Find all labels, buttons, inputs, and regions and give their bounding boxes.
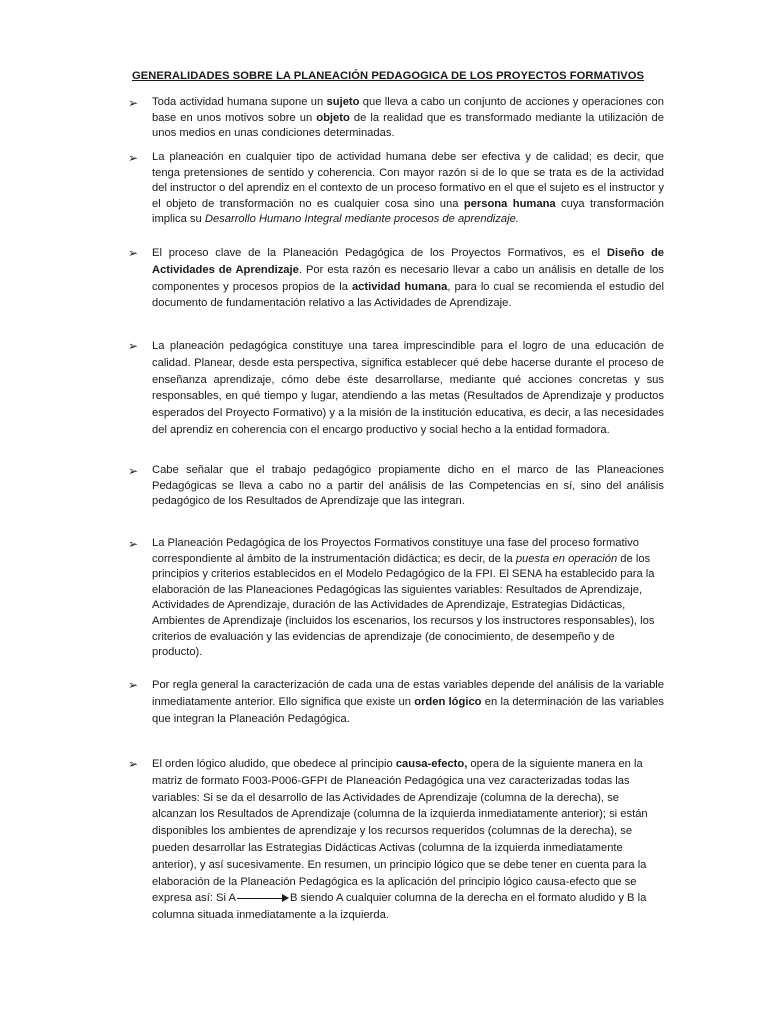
text-run: El orden lógico aludido, que obedece al principio (152, 758, 396, 770)
arrow-bullet-icon: ➢ (128, 464, 139, 478)
text-run: . Por esta razón es necesario llevar a cabo un análisis en detalle de los componentes y procesos propios de la (152, 263, 664, 293)
symbol-a: A (228, 892, 236, 905)
symbol-b: B (289, 892, 298, 905)
right-arrow-icon (237, 893, 289, 903)
text-run: siendo A cualquier columna de la derecha en el formato aludido y B la columna situada inmediatamente a la izquierda. (152, 892, 647, 922)
arrow-bullet-icon: ➢ (128, 96, 139, 110)
text-run: La planeación en cualquier tipo de actividad humana debe ser efectiva y de calidad; es decir, que tenga pretensiones de sentido y coherencia. Con mayor razón si de lo que se trata es de la actividad del instructor o del aprendiz en el contexto de un proceso formativo en el que el sujeto es el instructor y el objeto de transformación no es cualquier cosa sino una (152, 151, 664, 210)
italic-term-puesta-en-operacion: puesta en operación (515, 552, 618, 565)
paragraph-text (152, 245, 664, 312)
document-title: GENERALIDADES SOBRE LA PLANEACIÓN PEDAGOGICA DE LOS PROYECTOS FORMATIVOS (132, 70, 645, 82)
bold-term-persona-humana: persona humana (463, 197, 556, 210)
bullet-paragraph-5 (128, 463, 664, 510)
bullet-paragraph-1 (128, 95, 664, 142)
paragraph-text: La planeación pedagógica constituye una tarea imprescindible para el logro de una educación de calidad. Planear, desde esta perspectiva, significa establecer qué debe hacerse durante el proceso de enseñanza aprendizaje, cómo debe éste desarrollarse, mediante qué acciones concretas y sus responsables, en qué tiempo y lugar, atendiendo a las metas (Resultados de Aprendizaje y productos esperados del Proyecto Formativo) y a la misión de la institución educativa, es decir, a las necesidades del aprendiz en coherencia con el encargo productivo y social hecho a la entidad formadora. (152, 340, 664, 436)
text-run: La Planeación Pedagógica de los Proyectos Formativos constituye una fase del proceso formativo correspondiente al ámbito de la instrumentación didáctica; es decir, de la (152, 537, 639, 565)
bold-term-sujeto: sujeto (326, 96, 360, 108)
bullet-paragraph-2 (128, 150, 664, 228)
paragraph-text (152, 150, 664, 228)
paragraph-text: Cabe señalar que el trabajo pedagógico propiamente dicho en el marco de las Planeaciones Pedagógicas se lleva a cabo no a partir del análisis de las Competencias en sí, sino del análisis pedagógico de los Resultados de Aprendizaje que las integran. (152, 464, 664, 508)
text-run: opera de la siguiente manera en la matriz de formato F003-P006-GFPI de Planeación Pedagógica una vez caracterizadas todas las variables: Si se da el desarrollo de las Actividades de Aprendizaje (columna de la derecha), se alcanzan los Resultados de Aprendizaje (columna de la izquierda inmediatamente anterior); si están disponibles los ambientes de aprendizaje y los recursos requeridos (columnas de la derecha), se pueden desarrollar las Estrategias Didácticas Activas (columna de la izquierda inmediatamente anterior), y así sucesivamente. En resumen, un principio lógico que se debe tener en cuenta para la elaboración de la Planeación Pedagógica es la aplicación del principio lógico causa-efecto que se expresa así: Si (152, 758, 648, 905)
bold-term-objeto: objeto (316, 111, 350, 124)
text-run: Por regla general la caracterización de cada una de estas variables depende del análisis de la variable inmediatamente anterior. Ello significa que existe un (152, 679, 664, 708)
text-run: de los principios y criterios establecidos en el Modelo Pedagógico de la FPI. El SENA ha establecido para la elaboración de las Planeaciones Pedagógicas las siguientes variables: Resultados de Aprendizaje, Actividades de Aprendizaje, duración de las Actividades de Aprendizaje, Estrategias Didácticas, Ambientes de Aprendizaje (incluidos los escenarios, los recursos y los instructores responsables), los criterios de evaluación y las evidencias de aprendizaje (de conocimiento, de desempeño y de producto). (152, 552, 655, 659)
arrow-bullet-icon: ➢ (128, 537, 139, 551)
bold-term-diseno-actividades: Diseño de Actividades de Aprendizaje (152, 247, 664, 276)
bold-term-orden-logico: orden lógico (414, 695, 482, 708)
bullet-paragraph-4 (128, 338, 664, 439)
paragraph-text (152, 95, 664, 142)
text-run: que lleva a cabo un conjunto de acciones y operaciones con base en unos motivos sobre un (152, 96, 664, 124)
italic-term-desarrollo-humano: Desarrollo Humano Integral mediante procesos de aprendizaje. (204, 213, 519, 226)
paragraph-text (152, 756, 664, 924)
text-run: de la realidad que es transformado mediante la utilización de unos medios en unas condiciones determinadas. (152, 111, 665, 140)
text-run: en la determinación de las variables que integran la Planeación Pedagógica. (152, 695, 664, 725)
text-run: El proceso clave de la Planeación Pedagógica de los Proyectos Formativos, es el (152, 247, 607, 259)
bullet-paragraph-6 (128, 536, 664, 661)
arrow-bullet-icon: ➢ (128, 678, 139, 692)
arrow-bullet-icon: ➢ (128, 246, 139, 260)
text-run: Toda actividad humana supone un (152, 96, 327, 108)
arrow-bullet-icon: ➢ (128, 339, 139, 353)
arrow-bullet-icon: ➢ (128, 757, 139, 771)
text-run: cuya transformación implica su (152, 197, 665, 226)
arrow-bullet-icon: ➢ (128, 151, 139, 165)
bullet-paragraph-7 (128, 677, 664, 727)
bullet-paragraph-3 (128, 245, 664, 312)
bold-term-causa-efecto: causa-efecto, (395, 758, 468, 770)
bold-term-actividad-humana: actividad humana (351, 280, 448, 293)
paragraph-text (152, 536, 664, 661)
text-run: , para lo cual se recomienda el estudio del documento de fundamentación relativo a las Actividades de Aprendizaje. (152, 280, 664, 310)
bullet-paragraph-8 (128, 756, 664, 924)
paragraph-text (152, 677, 664, 727)
